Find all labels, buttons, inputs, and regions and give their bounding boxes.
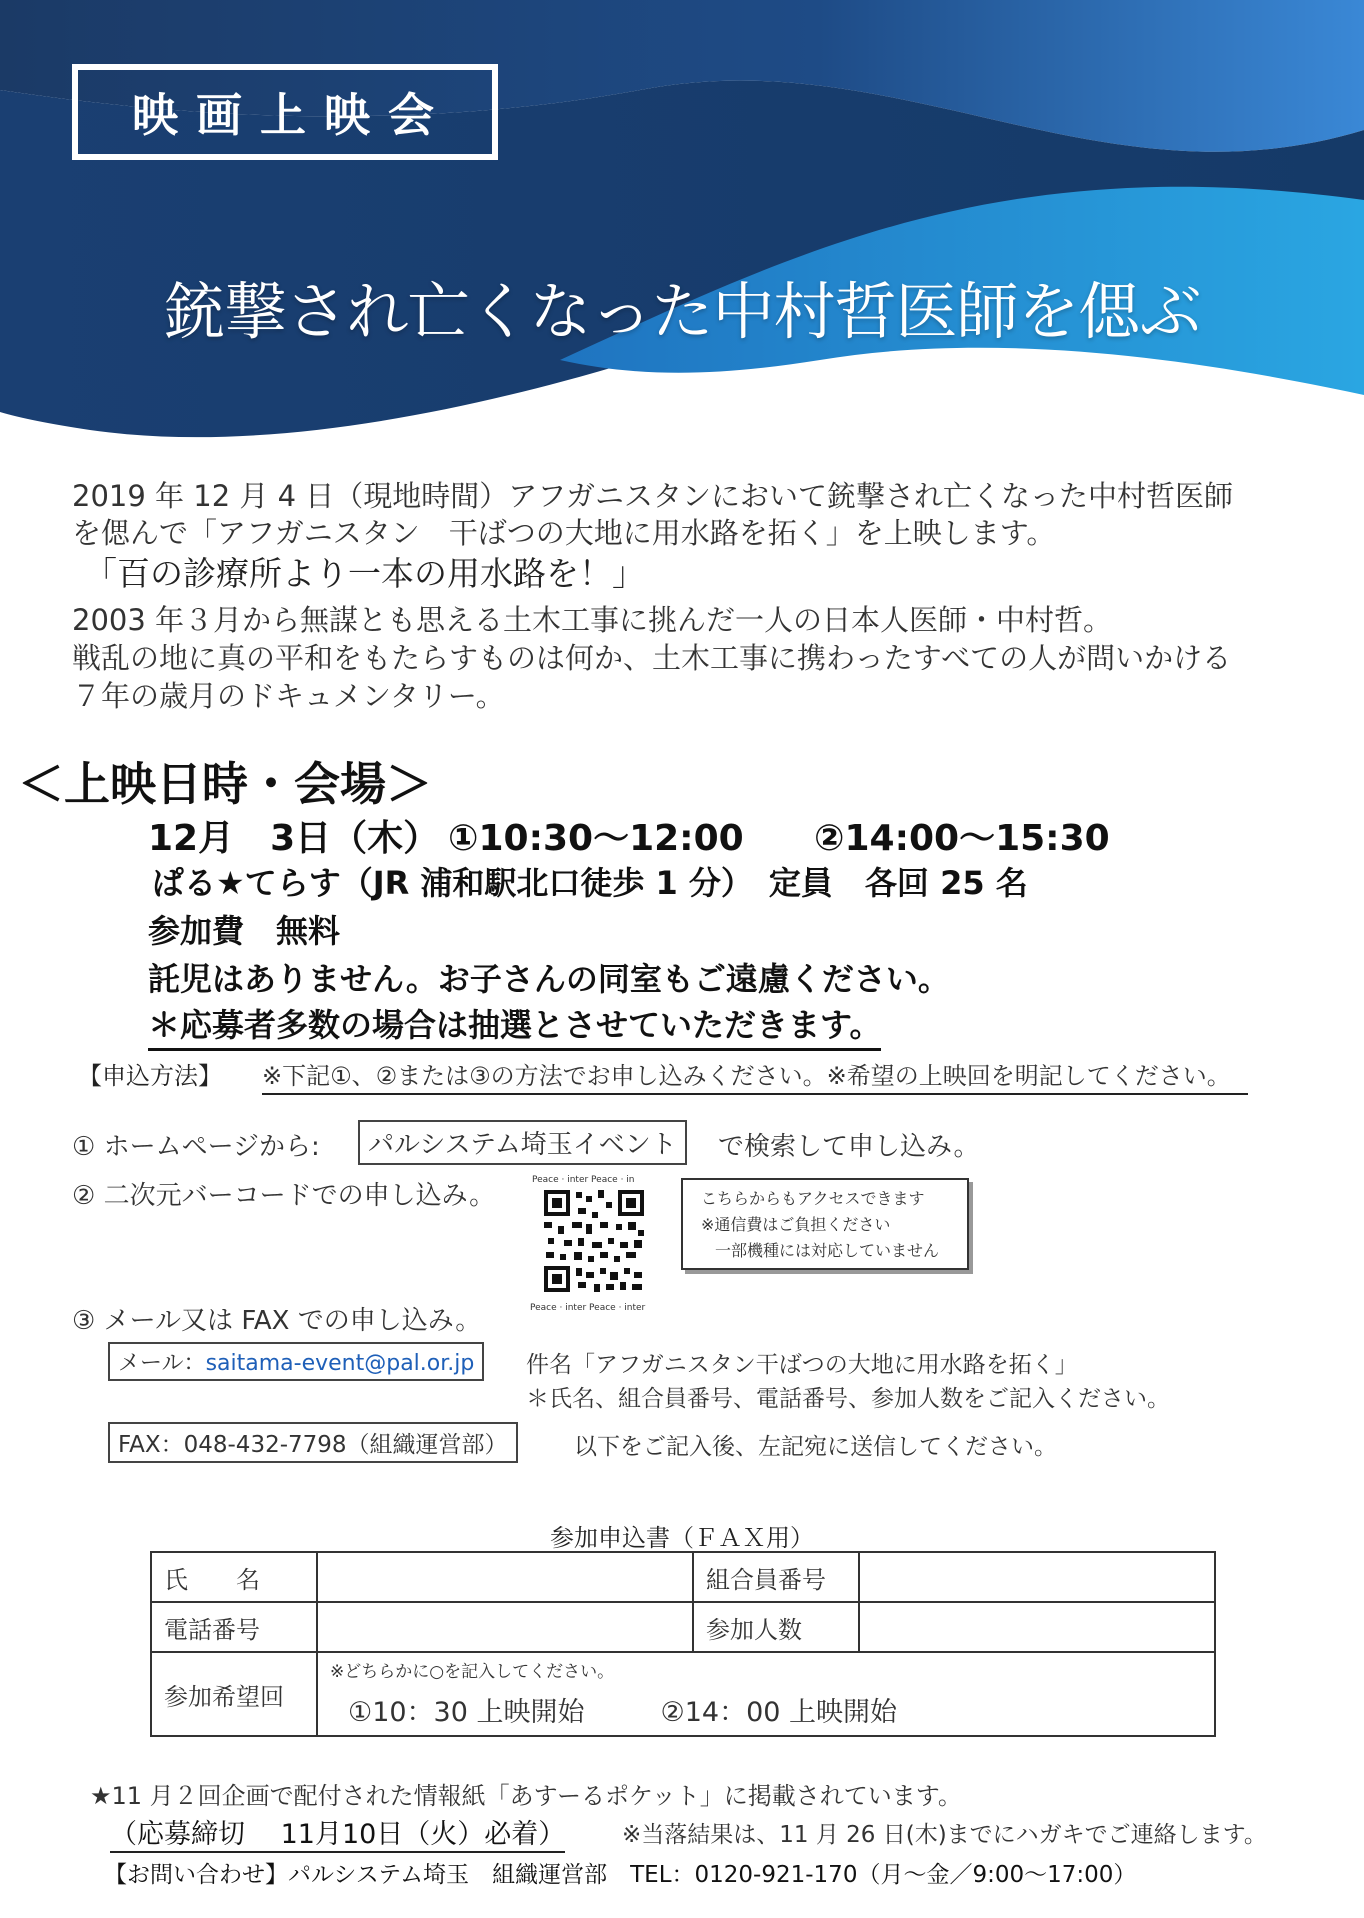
session-label: 参加希望回 bbox=[151, 1652, 317, 1736]
intro-line-5: ７年の歳月のドキュメンタリー。 bbox=[72, 679, 505, 713]
deadline: （応募締切 11月10日（火）必着） bbox=[110, 1812, 565, 1853]
schedule-session-1: ①10:30～12:00 bbox=[448, 818, 744, 859]
schedule-heading: ＜上映日時・会場＞ bbox=[18, 757, 432, 811]
mail-address-link[interactable]: saitama-event@pal.or.jp bbox=[205, 1351, 475, 1376]
session-options bbox=[330, 1690, 1202, 1729]
name-label: 氏 名 bbox=[151, 1552, 317, 1602]
member-number-label: 組合員番号 bbox=[693, 1552, 859, 1602]
info-note: ★11 月２回企画で配付された情報紙「あすーるポケット」に掲載されています。 bbox=[90, 1782, 962, 1810]
qr-note-line-1: こちらからもアクセスできます bbox=[701, 1189, 925, 1208]
mail-label: メール： bbox=[118, 1351, 206, 1376]
schedule-lottery: ＊応募者多数の場合は抽選とさせていただきます。 bbox=[148, 1000, 881, 1051]
schedule-childcare: 託児はありません。お子さんの同室もご遠慮ください。 bbox=[148, 960, 950, 998]
schedule-venue: ぱる★てらす（JR 浦和駅北口徒歩 1 分） 定員 各回 25 名 bbox=[152, 864, 1028, 902]
fax-note: 以下をご記入後、左記宛に送信してください。 bbox=[574, 1434, 1057, 1460]
form-row bbox=[151, 1552, 1215, 1602]
count-field[interactable] bbox=[859, 1602, 1215, 1652]
result-note: ※当落結果は、11 月 26 日(木)までにハガキでご連絡します。 bbox=[622, 1822, 1267, 1848]
session-option-2[interactable]: ②14：00 上映開始 bbox=[660, 1697, 898, 1728]
page-title: 銃撃され亡くなった中村哲医師を偲ぶ bbox=[163, 275, 1201, 348]
fax-number: FAX：048-432-7798（組織運営部） bbox=[108, 1422, 518, 1463]
qr-note-line-3: 一部機種には対応していません bbox=[715, 1241, 940, 1260]
form-title: 参加申込書（ＦＡＸ用） bbox=[550, 1524, 814, 1552]
session-option-1[interactable]: ①10：30 上映開始 bbox=[348, 1697, 585, 1728]
application-form-table bbox=[150, 1551, 1216, 1737]
method-1-prefix: ① ホームページから: bbox=[72, 1132, 320, 1162]
method-1-suffix: で検索して申し込み。 bbox=[718, 1132, 980, 1162]
intro-quote: 「百の診療所より一本の用水路を！」 bbox=[84, 554, 645, 593]
intro-line-3: 2003 年３月から無謀とも思える土木工事に挑んだ一人の日本人医師・中村哲。 bbox=[72, 603, 1113, 637]
schedule-session-2: ②14:00～15:30 bbox=[814, 818, 1110, 859]
qr-access-note bbox=[681, 1178, 969, 1270]
phone-label: 電話番号 bbox=[151, 1602, 317, 1652]
intro-line-2: を偲んで「アフガニスタン 干ばつの大地に用水路を拓く」を上映します。 bbox=[72, 516, 1056, 550]
method-2: ② 二次元バーコードでの申し込み。 bbox=[72, 1181, 496, 1211]
form-row bbox=[151, 1602, 1215, 1652]
name-field[interactable] bbox=[317, 1552, 693, 1602]
mail-box bbox=[108, 1342, 484, 1381]
qr-code-icon[interactable] bbox=[520, 1172, 670, 1314]
contact-info: 【お問い合わせ】パルシステム埼玉 組織運営部 TEL：0120-921-170（月～金／9:00～17:00） bbox=[104, 1862, 1137, 1888]
homepage-search-term: パルシステム埼玉イベント bbox=[358, 1120, 687, 1165]
session-note: ※どちらかに○を記入してください。 bbox=[330, 1662, 615, 1682]
count-label: 参加人数 bbox=[693, 1602, 859, 1652]
session-field[interactable] bbox=[317, 1652, 1215, 1736]
svg-text:Peace · inter Peace · in: Peace · inter Peace · in bbox=[532, 1175, 635, 1185]
qr-note-line-2: ※通信費はご負担ください bbox=[701, 1215, 891, 1234]
svg-text:Peace · inter Peace · inter: Peace · inter Peace · inter bbox=[530, 1303, 646, 1313]
method-3: ③ メール又は FAX での申し込み。 bbox=[72, 1306, 482, 1336]
schedule-date: 12月 3日（木） bbox=[148, 818, 440, 859]
schedule-fee: 参加費 無料 bbox=[148, 912, 341, 950]
apply-label: 【申込方法】 bbox=[78, 1062, 222, 1090]
event-type-badge: 映画上映会 bbox=[72, 64, 498, 160]
mail-required-fields: ＊氏名、組合員番号、電話番号、参加人数をご記入ください。 bbox=[526, 1386, 1170, 1412]
apply-note: ※下記①、②または③の方法でお申し込みください。※希望の上映回を明記してください。 bbox=[262, 1056, 1248, 1095]
intro-line-1: 2019 年 12 月 4 日（現地時間）アフガニスタンにおいて銃撃され亡くなった中村哲医師 bbox=[72, 479, 1233, 513]
form-row bbox=[151, 1652, 1215, 1736]
intro-line-4: 戦乱の地に真の平和をもたらすものは何か、土木工事に携わったすべての人が問いかける bbox=[72, 641, 1232, 675]
mail-subject: 件名「アフガニスタン干ばつの大地に用水路を拓く」 bbox=[526, 1352, 1078, 1378]
member-number-field[interactable] bbox=[859, 1552, 1215, 1602]
phone-field[interactable] bbox=[317, 1602, 693, 1652]
